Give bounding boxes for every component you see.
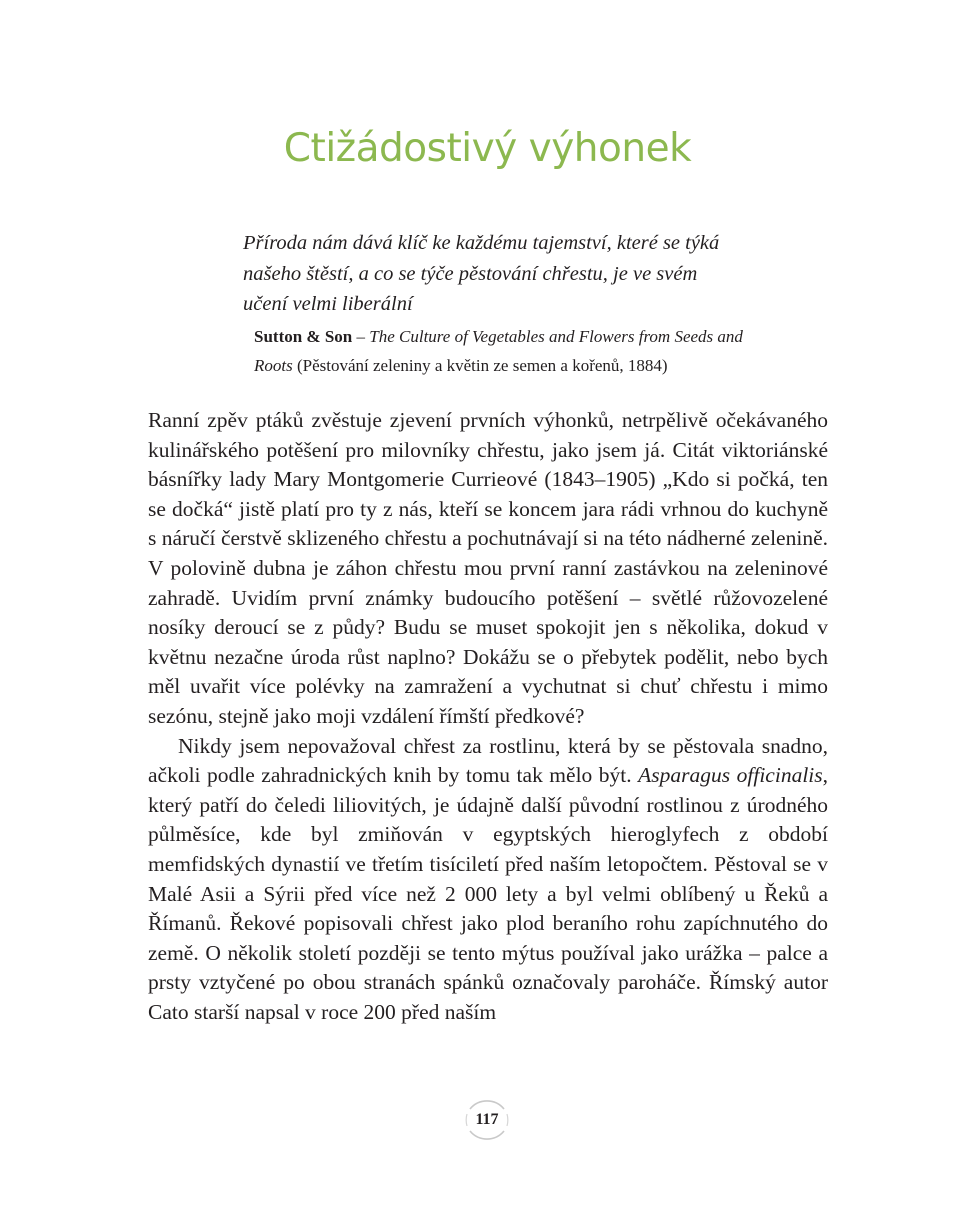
paragraph-2-start: Nikdy jsem nepovažoval chřest za rostlinu, která by se pěstovala snadno, ačkoli podle zahradnických knih by tomu tak mělo být. [148,733,828,788]
chapter-title: Ctižádostivý výhonek [283,126,692,171]
page-number: 117 [475,1111,499,1128]
epigraph-source [254,322,743,380]
epigraph-work-translation: (Pěstování zeleniny a květin ze semen a kořenů, 1884) [292,355,668,375]
epigraph-dash: – [352,326,370,346]
body-text [148,406,828,1027]
epigraph-author: Sutton & Son [254,326,353,346]
paragraph-1: Ranní zpěv ptáků zvěstuje zjevení prvních výhonků, netrpělivě očekávaného kulinářského potěšení pro milovníky chřestu, jako jsem já. Citát viktoriánské básnířky lady Mary Montgomerie Currieové (1843–1905) „Kdo si počká, ten se dočká“ jistě platí pro ty z nás, kteří se koncem jara rádi vrhnou do kuchyně s náručí čerstvě sklizeného chřestu a pochutnávají si na této nádherné zelenině. V polovině dubna je záhon chřestu mou první ranní zastávkou na zeleninové zahradě. Uvidím první známky budoucího potěšení – světlé růžovozelené nosíky deroucí se z půdy? Budu se muset spokojit jen s několika, dokud v květnu nezačne úroda růst naplno? Dokážu se o přebytek podělit, nebo bych měl uvařit více polévky na zamražení a vychutnat si chuť chřestu i mimo sezónu, stejně jako moji vzdálení římští předkové? [148,408,828,728]
page-number-badge [462,1095,512,1145]
species-name: Asparagus officinalis [638,763,823,788]
epigraph-quote: Příroda nám dává klíč ke každému tajemství, které se týká našeho štěstí, a co se týče pěstování chřestu, je ve svém učení velmi liberální [243,232,720,315]
epigraph-work-title: The Culture of Vegetables and Flowers from Seeds and Roots [254,326,743,375]
paragraph-2 [148,732,828,1028]
paragraph-2-rest: , který patří do čeledi liliovitých, je údajně další původní rostlinou z úrodného půlměsíce, kde byl zmiňován v egyptských hieroglyfech z období memfidských dynastií ve třetím tisíciletí před naším letopočtem. Pěstoval se v Malé Asii a Sýrii před více než 2 000 lety a byl velmi oblíbený u Řeků a Římanů. Řekové popisovali chřest jako plod beraního rohu zapíchnutého do země. O několik století později se tento mýtus používal jako urážka – palce a prsty vztyčené po obou stranách spánků označovaly paroháče. Římský autor Cato starší napsal v roce 200 před naším [148,763,829,1024]
epigraph [243,228,743,380]
